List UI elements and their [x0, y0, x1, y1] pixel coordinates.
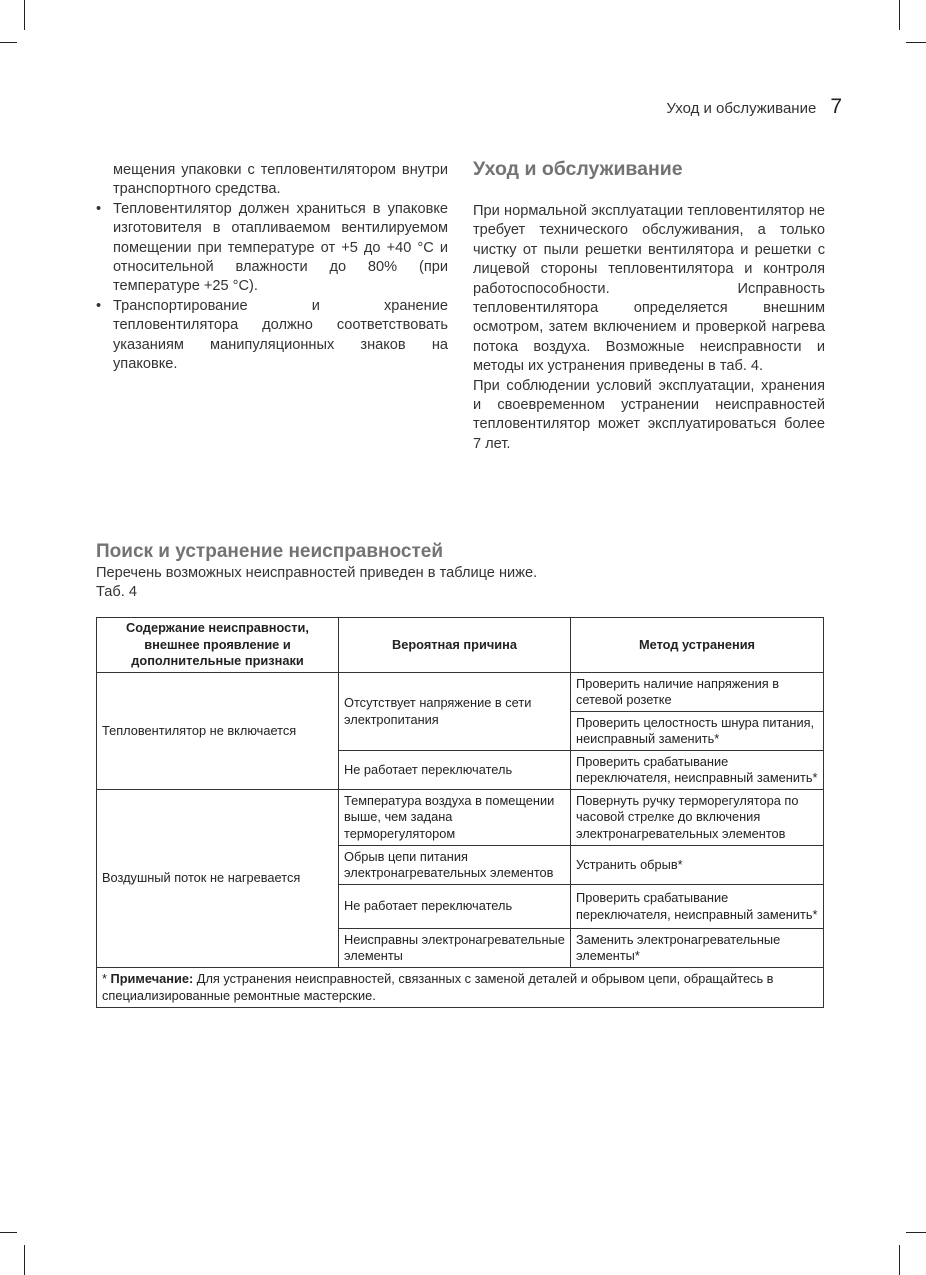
running-head-title: Уход и обслуживание	[666, 100, 817, 117]
remedy-cell: Устранить обрыв*	[571, 846, 824, 885]
cause-cell: Отсутствует напряжение в сети электропитания	[339, 673, 571, 751]
symptom-cell: Воздушный поток не нагревается	[97, 790, 339, 968]
crop-mark-bottom-left-horizontal	[0, 1232, 17, 1233]
troubleshooting-heading: Поиск и устранение неисправностей	[96, 541, 444, 562]
table-header-row	[97, 618, 824, 673]
note-text: Для устранения неисправностей, связанных с заменой деталей и обрывом цепи, обращайтесь в специализированные ремонтные мастерские.	[102, 971, 774, 1003]
table-row	[97, 673, 824, 712]
care-paragraph: При нормальной эксплуатации тепловентилятор не требует технического обслуживания, а только чистку от пыли решетки вентилятора и решетки с лицевой стороны тепловентилятора и контроля работоспособности. Исправность тепловентилятора определяется внешним осмотром, затем включением и проверкой нагрева потока воздуха. Возможные неисправности и методы их устранения приведены в таб. 4.	[473, 203, 825, 375]
bullet-icon: •	[96, 200, 102, 217]
crop-mark-top-right-horizontal	[906, 42, 926, 43]
troubleshooting-section	[96, 540, 826, 602]
crop-mark-bottom-right-horizontal	[906, 1232, 926, 1233]
troubleshooting-intro: Перечень возможных неисправностей приведен в таблице ниже.	[96, 565, 538, 581]
bullet-item	[96, 297, 448, 375]
remedy-cell: Повернуть ручку терморегулятора по часовой стрелке до включения электронагревательных элементов	[571, 790, 824, 846]
crop-mark-top-right-vertical	[899, 0, 900, 30]
symptom-cell: Тепловентилятор не включается	[97, 673, 339, 790]
care-paragraph: При соблюдении условий эксплуатации, хранения и своевременном устранении неисправностей тепловентилятор может эксплуатироваться более 7 лет.	[473, 377, 825, 452]
header-symptom: Содержание неисправности, внешнее проявление и дополнительные признаки	[97, 618, 339, 673]
cause-cell: Не работает переключатель	[339, 751, 571, 790]
note-asterisk: *	[102, 971, 111, 986]
cause-cell: Температура воздуха в помещении выше, чем задана терморегулятором	[339, 790, 571, 846]
bullet-icon: •	[96, 297, 102, 314]
remedy-cell: Проверить целостность шнура питания, неисправный заменить*	[571, 712, 824, 751]
page-number: 7	[830, 95, 842, 118]
crop-mark-bottom-right-vertical	[899, 1245, 900, 1275]
cause-cell: Не работает переключатель	[339, 885, 571, 929]
header-cause: Вероятная причина	[339, 618, 571, 673]
bullet-item	[96, 200, 448, 297]
remedy-cell: Проверить наличие напряжения в сетевой розетке	[571, 673, 824, 712]
note-label: Примечание:	[110, 971, 194, 986]
table-note	[97, 968, 824, 1008]
care-heading: Уход и обслуживание	[473, 158, 683, 180]
remedy-cell: Заменить электронагревательные элементы*	[571, 929, 824, 968]
faults-table	[96, 617, 824, 1008]
running-head	[666, 95, 842, 119]
bullet-text: Транспортирование и хранение тепловентилятора должно соответствовать указаниям манипуляционных знаков на упаковке.	[113, 297, 448, 373]
crop-mark-top-left-horizontal	[0, 42, 17, 43]
right-column	[473, 157, 825, 454]
crop-mark-top-left-vertical	[24, 0, 25, 30]
remedy-cell: Проверить срабатывание переключателя, неисправный заменить*	[571, 751, 824, 790]
crop-mark-bottom-left-vertical	[24, 1245, 25, 1275]
storage-bullet-list	[96, 200, 448, 375]
cause-cell: Неисправны электронагревательные элементы	[339, 929, 571, 968]
table-label: Таб. 4	[96, 584, 137, 600]
remedy-cell: Проверить срабатывание переключателя, неисправный заменить*	[571, 885, 824, 929]
table-note-row	[97, 968, 824, 1008]
table-row	[97, 790, 824, 846]
continued-paragraph: мещения упаковки с тепловентилятором внутри транспортного средства.	[113, 162, 448, 198]
bullet-text: Тепловентилятор должен храниться в упаковке изготовителя в отапливаемом вентилируемом помещении при температуре от +5 до +40 °С и относительной влажности до 80% (при температуре +25 °С).	[113, 200, 448, 295]
header-remedy: Метод устранения	[571, 618, 824, 673]
left-column	[96, 161, 448, 374]
cause-cell: Обрыв цепи питания электронагревательных элементов	[339, 846, 571, 885]
